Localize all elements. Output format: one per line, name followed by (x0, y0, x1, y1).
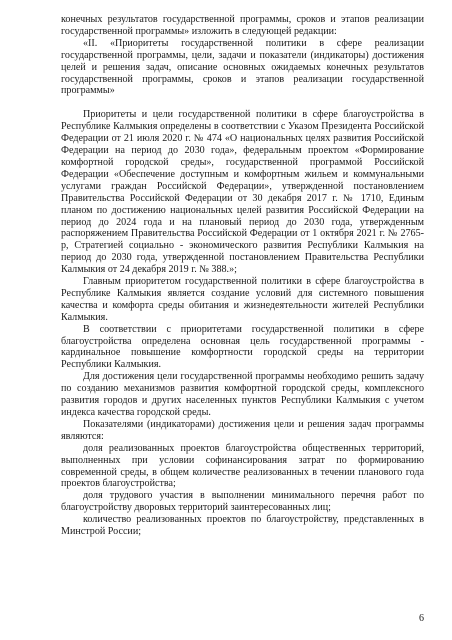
list-item-projects-count: количество реализованных проектов по благоустройству, представленных в Минстрой России; (61, 514, 424, 538)
paragraph-priorities: Приоритеты и цели государственной политики в сфере благоустройства в Республике Калмыкия определены в соответствии с Указом Президента Российской Федерации от 21 июля 2020 г. № 474 «О национальных целях развития Российской Федерации на период до 2030 года», федеральным проектом «Формирование комфортной городской среды», государственной программой Российской Федерации «Обеспечение доступным и комфортным жильем и коммунальными услугами граждан Российской Федерации», утвержденной постановлением Правительства Российской Федерации от 30 декабря 2017 г. № 1710, Единым планом по достижению национальных целей развития Российской Федерации на период до 2024 года и на плановый период до 2030 года, утвержденным распоряжением Правительства Российской Федерации от 1 октября 2021 г. № 2765-р, Стратегией социально - экономического развития Республики Калмыкия на период до 2030 года, утвержденной постановлением Правительства Республики Калмыкия от 24 декабря 2019 г. № 388.»; (61, 109, 424, 276)
list-item-public-territories: доля реализованных проектов благоустройства общественных территорий, выполненных при условии софинансирования затрат по формированию современной среды, в общем количестве реализованных в течении планового года проектов благоустройства; (61, 442, 424, 490)
paragraph-main-priority: Главным приоритетом государственной политики в сфере благоустройства в Республике Калмыкия является создание условий для системного повышения качества и комфорта среды обитания и жизнедеятельности жителей Республики Калмыкия. (61, 276, 424, 323)
paragraph-main-goal: В соответствии с приоритетами государственной политики в сфере благоустройства определена основная цель государственной программы - кардинальное повышение комфортности городской среды на территории Республики Калмыкия. (61, 323, 424, 371)
list-item-labor-participation: доля трудового участия в выполнении минимального перечня работ по благоустройству дворовых территорий заинтересованных лиц; (61, 490, 424, 514)
paragraph-intro: конечных результатов государственной программы, сроков и этапов реализации государственной программы» изложить в следующей редакции: (61, 14, 424, 37)
paragraph-indicators: Показателями (индикаторами) достижения цели и решения задач программы являются: (61, 418, 424, 442)
page-number: 6 (419, 613, 424, 624)
paragraph-gap (61, 97, 424, 109)
paragraph-task: Для достижения цели государственной программы необходимо решить задачу по созданию механизмов развития комфортной городской среды, комплексного развития городов и других населенных пунктов Республики Калмыкия с учетом индекса качества городской среды. (61, 371, 424, 418)
paragraph-section-title: «II. «Приоритеты государственной политики в сфере реализации государственной программы, цели, задачи и показатели (индикаторы) достижения целей и решения задач, описание основных ожидаемых конечных результатов государственной программы, сроков и этапов реализации государственной программы» (61, 37, 424, 97)
